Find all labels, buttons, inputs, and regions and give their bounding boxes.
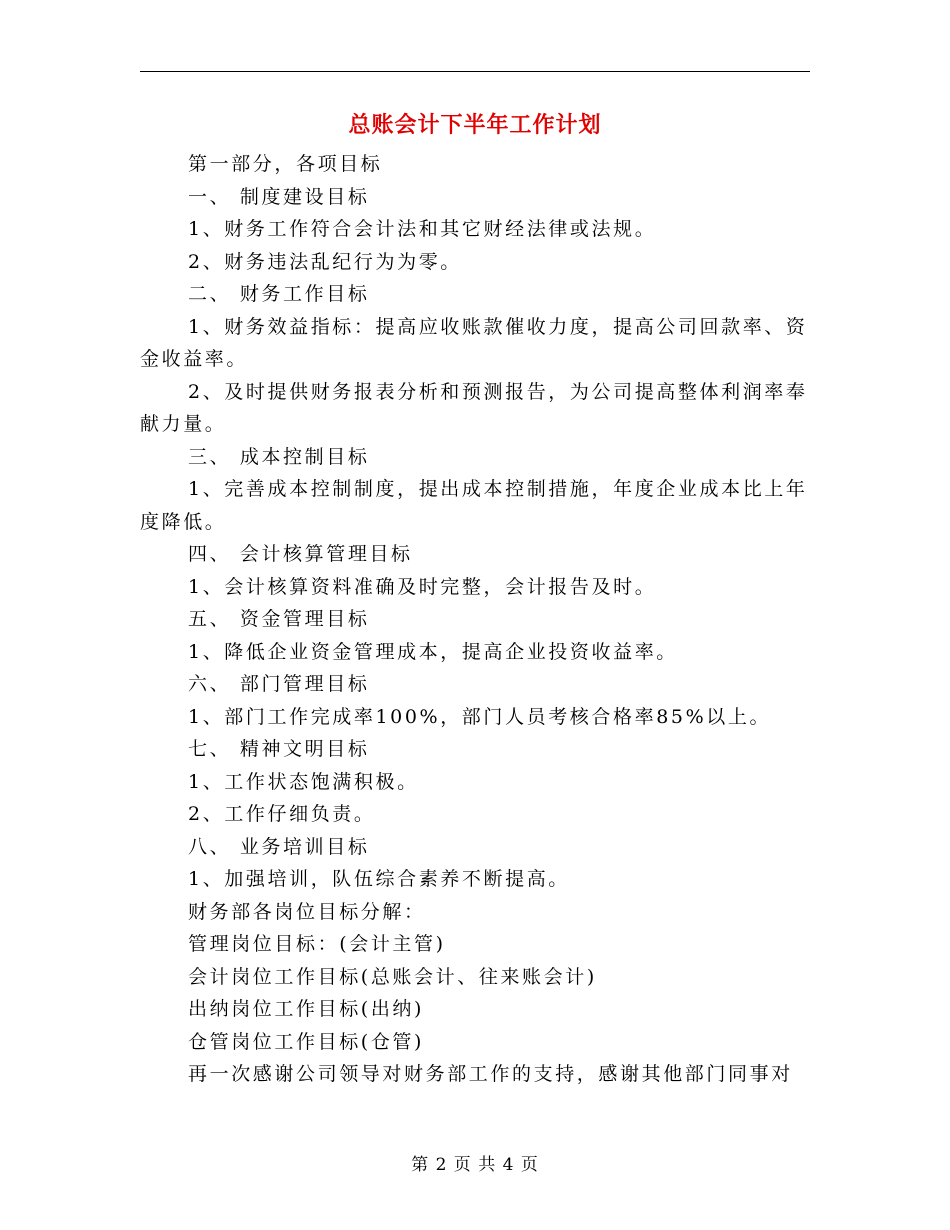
paragraph: 2、工作仔细负责。: [188, 803, 376, 825]
paragraph: 1、财务效益指标：提高应收账款催收力度，提高公司回款率、资金收益率。: [140, 315, 808, 370]
paragraph: 1、完善成本控制制度，提出成本控制措施，年度企业成本比上年度降低。: [140, 478, 808, 533]
paragraph: 出纳岗位工作目标(出纳): [188, 998, 425, 1020]
document-title: 总账会计下半年工作计划: [348, 113, 602, 138]
paragraph: 1、部门工作完成率100%，部门人员考核合格率85%以上。: [188, 705, 772, 728]
section-heading: 一、 制度建设目标: [188, 185, 370, 208]
paragraph: 1、会计核算资料准确及时完整，会计报告及时。: [188, 575, 657, 598]
paragraph: 再一次感谢公司领导对财务部工作的支持，感谢其他部门同事对: [188, 1063, 793, 1085]
header-rule: [140, 71, 810, 72]
paragraph: 1、加强培训，队伍综合素养不断提高。: [188, 868, 570, 890]
section-heading: 八、 业务培训目标: [188, 835, 370, 858]
section-heading: 三、 成本控制目标: [188, 445, 370, 468]
section-heading: 四、 会计核算管理目标: [188, 543, 413, 565]
section-heading: 五、 资金管理目标: [188, 608, 370, 630]
paragraph: 2、及时提供财务报表分析和预测报告，为公司提高整体利润率奉献力量。: [140, 380, 808, 435]
paragraph: 1、降低企业资金管理成本，提高企业投资收益率。: [188, 640, 678, 663]
section-heading: 六、 部门管理目标: [188, 673, 370, 695]
section-heading: 二、 财务工作目标: [188, 283, 370, 305]
paragraph: 管理岗位目标：(会计主管): [188, 933, 446, 955]
paragraph: 第一部分，各项目标: [188, 153, 383, 175]
paragraph: 会计岗位工作目标(总账会计、往来账会计): [188, 965, 597, 988]
section-heading: 七、 精神文明目标: [188, 738, 370, 760]
paragraph: 仓管岗位工作目标(仓管): [188, 1030, 425, 1053]
page-number: 第 2 页 共 4 页: [411, 1155, 539, 1175]
paragraph: 财务部各岗位目标分解：: [188, 900, 426, 923]
paragraph: 2、财务违法乱纪行为为零。: [188, 250, 462, 273]
paragraph: 1、财务工作符合会计法和其它财经法律或法规。: [188, 218, 657, 240]
document-body: [140, 148, 810, 1091]
paragraph: 1、工作状态饱满积极。: [188, 770, 419, 793]
